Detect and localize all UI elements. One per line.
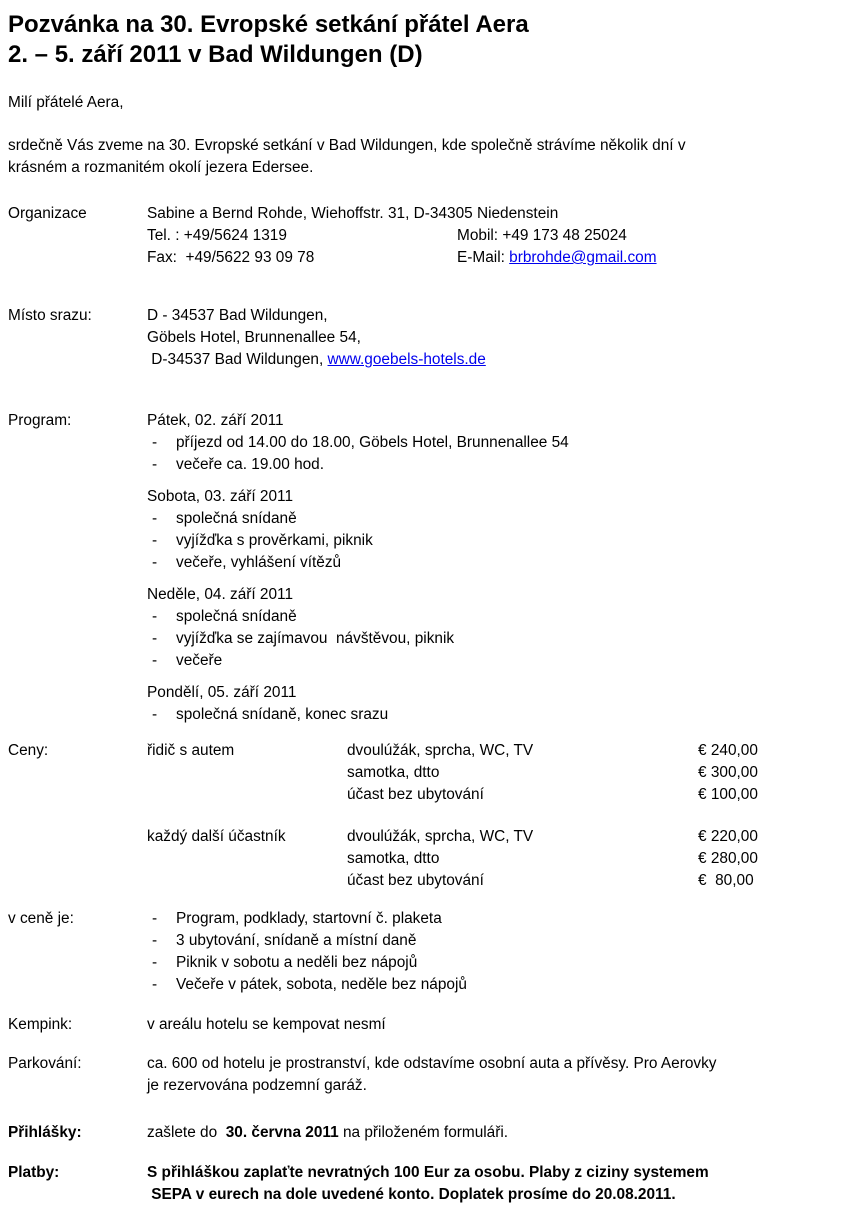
price-group-additional-participant [147,826,841,892]
platby-line2: SEPA v eurech na dole uvedené konto. Doplatek prosíme do 20.08.2011. [147,1186,676,1203]
hotel-website-link[interactable]: www.goebels-hotels.de [327,351,486,368]
dash-bullet: - [152,608,158,625]
program-item: - příjezd od 14.00 do 18.00, Göbels Hotel, Brunnenallee 54 [147,432,841,454]
section-label-organizace: Organizace [8,205,87,222]
dash-bullet: - [152,630,158,647]
invitation-document [0,10,841,1230]
program-day-monday [147,682,841,726]
dash-bullet: - [152,706,158,723]
organizer-mobil: Mobil: +49 173 48 25024 [457,227,627,244]
program-item: - večeře, vyhlášení vítězů [147,552,841,574]
organizer-address: Sabine a Bernd Rohde, Wiehoffstr. 31, D-34305 Niedenstein [147,205,559,222]
organizer-tel: Tel. : +49/5624 1319 [147,227,287,244]
program-day-saturday [147,486,841,574]
page-title-line2: 2. – 5. září 2011 v Bad Wildungen (D) [8,41,423,68]
section-v-cene-je [8,908,841,996]
section-platby [8,1162,841,1206]
prihlasky-deadline: 30. června 2011 [225,1124,339,1141]
section-label-platby: Platby: [8,1164,60,1181]
intro-line2: krásném a rozmanitém okolí jezera Edersee. [8,159,314,176]
price-value: € 300,00 [698,764,758,781]
section-label-parkovani: Parkování: [8,1055,82,1072]
dash-bullet: - [152,532,158,549]
included-item: - 3 ubytování, snídaně a místní daně [147,930,841,952]
included-item: - Program, podklady, startovní č. plaketa [147,908,841,930]
section-program [8,410,841,726]
program-item: - večeře [147,650,841,672]
organizer-email-row [457,247,841,269]
price-person: každý další účastník [147,828,286,845]
price-person: řidič s autem [147,742,235,759]
dash-bullet: - [152,976,158,993]
price-row [147,848,841,870]
price-item: dvoulúžák, sprcha, WC, TV [347,742,534,759]
dash-bullet: - [152,434,158,451]
price-row [147,826,841,848]
price-row [147,762,841,784]
included-item: - Piknik v sobotu a neděli bez nápojů [147,952,841,974]
parkovani-line2: je rezervována podzemní garáž. [147,1077,367,1094]
page-title [8,10,841,70]
intro-line1: srdečně Vás zveme na 30. Evropské setkání v Bad Wildungen, kde společně strávíme několik dní v [8,137,686,154]
program-item: - společná snídaně, konec srazu [147,704,841,726]
section-prihlasky [8,1122,841,1144]
program-item: - večeře ca. 19.00 hod. [147,454,841,476]
price-item: dvoulúžák, sprcha, WC, TV [347,828,534,845]
price-value: € 80,00 [698,872,754,889]
email-link[interactable]: brbrohde@gmail.com [509,249,657,266]
section-label-v-cene-je: v ceně je: [8,910,74,927]
price-value: € 280,00 [698,850,758,867]
price-item: účast bez ubytování [347,786,484,803]
price-group-driver [147,740,841,806]
meeting-place-line3 [147,349,841,371]
section-organizace [8,203,841,269]
program-day-title: Pondělí, 05. září 2011 [147,684,297,701]
program-day-sunday [147,584,841,672]
program-item: - společná snídaně [147,606,841,628]
section-misto-srazu [8,305,841,371]
section-parkovani [8,1053,841,1097]
section-ceny [8,740,841,892]
section-label-prihlasky: Přihlášky: [8,1124,82,1141]
meeting-place-line1: D - 34537 Bad Wildungen, [147,307,328,324]
kempink-text: v areálu hotelu se kempovat nesmí [147,1016,386,1033]
section-label-kempink: Kempink: [8,1016,73,1033]
intro-paragraph [8,135,841,179]
page-title-line1: Pozvánka na 30. Evropské setkání přátel Aera [8,11,529,38]
organizer-fax: Fax: +49/5622 93 09 78 [147,249,315,266]
dash-bullet: - [152,954,158,971]
dash-bullet: - [152,652,158,669]
dash-bullet: - [152,456,158,473]
program-item: - vyjížďka se zajímavou návštěvou, piknik [147,628,841,650]
price-row [147,784,841,806]
included-item: - Večeře v pátek, sobota, neděle bez nápojů [147,974,841,996]
price-item: účast bez ubytování [347,872,484,889]
price-value: € 220,00 [698,828,758,845]
email-label: E-Mail: [457,249,510,266]
section-label-ceny: Ceny: [8,742,49,759]
section-kempink [8,1014,841,1036]
program-day-title: Pátek, 02. září 2011 [147,412,284,429]
prihlasky-text: zašlete do 30. června 2011 na přiloženém formuláři. [147,1124,509,1141]
price-item: samotka, dtto [347,764,440,781]
section-label-misto-srazu: Místo srazu: [8,307,92,324]
price-row [147,740,841,762]
greeting: Milí přátelé Aera, [8,94,124,111]
platby-line1: S přihláškou zaplaťte nevratných 100 Eur za osobu. Plaby z ciziny systemem [147,1164,709,1181]
meeting-place-line3-text: D-34537 Bad Wildungen, [147,351,328,368]
price-row [147,870,841,892]
parkovani-line1: ca. 600 od hotelu je prostranství, kde odstavíme osobní auta a přívěsy. Pro Aerovky [147,1055,717,1072]
dash-bullet: - [152,910,158,927]
dash-bullet: - [152,554,158,571]
organizer-contact-grid [147,225,841,269]
program-item: - vyjížďka s prověrkami, piknik [147,530,841,552]
price-value: € 240,00 [698,742,758,759]
section-label-program: Program: [8,412,72,429]
program-day-title: Sobota, 03. září 2011 [147,488,294,505]
dash-bullet: - [152,510,158,527]
dash-bullet: - [152,932,158,949]
program-day-friday [147,410,841,476]
meeting-place-line2: Göbels Hotel, Brunnenallee 54, [147,329,361,346]
price-item: samotka, dtto [347,850,440,867]
program-item: - společná snídaně [147,508,841,530]
price-value: € 100,00 [698,786,758,803]
program-day-title: Neděle, 04. září 2011 [147,586,294,603]
